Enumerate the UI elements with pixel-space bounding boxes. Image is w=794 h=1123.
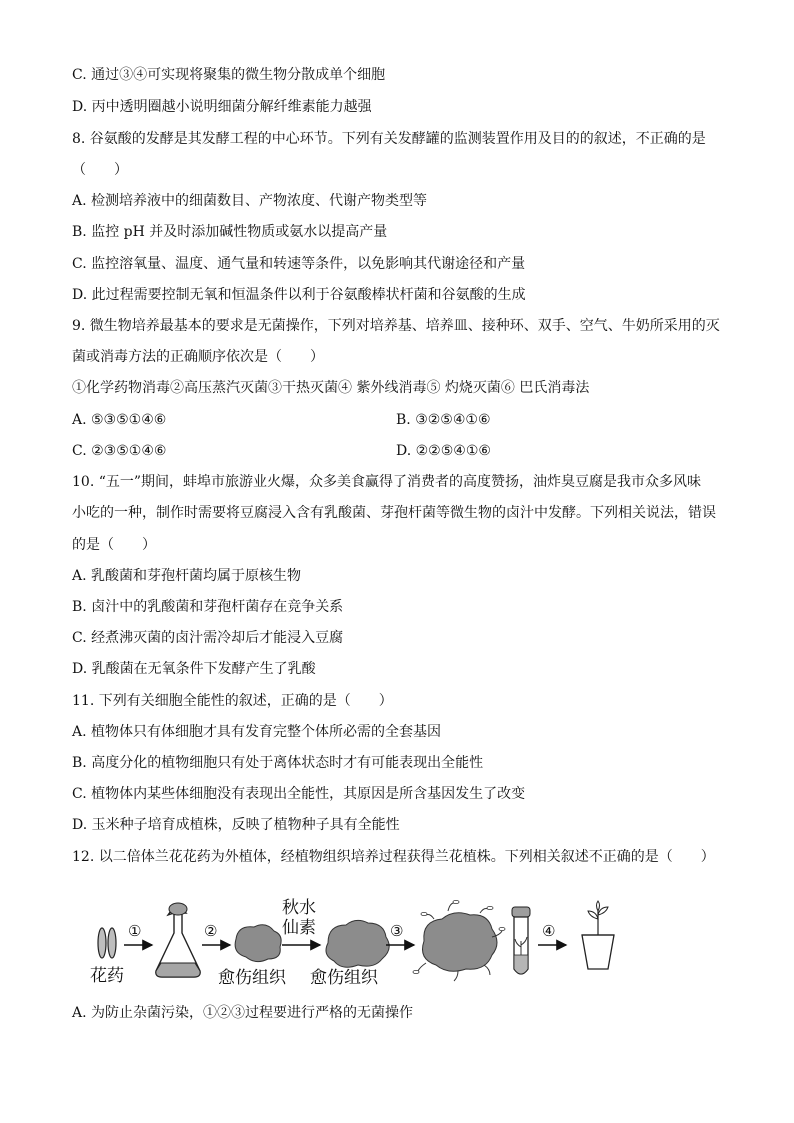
label-callus-2: 愈伤组织 xyxy=(310,968,378,988)
q10-stem-line2: 小吃的一种，制作时需要将豆腐浸入含有乳酸菌、芽孢杆菌等微生物的卤汁中发酵。下列相关说法，错误 xyxy=(72,505,716,521)
reagent-label-line1: 秋水 xyxy=(282,898,316,918)
potted-plant-icon xyxy=(582,901,614,969)
q11-option-a: A. 植物体只有体细胞才具有发育完整个体所必需的全套基因 xyxy=(72,724,442,740)
q9-option-d: D. ②②⑤④①⑥ xyxy=(396,443,491,459)
callus-1-icon xyxy=(235,925,281,962)
q9-stem-line1: 9. 微生物培养最基本的要求是无菌操作，下列对培养基、培养皿、接种环、双手、空气、牛奶所采用的灭 xyxy=(72,318,720,334)
q10-stem-line3: 的是（ ） xyxy=(72,537,156,553)
q7-option-d: D. 丙中透明圈越小说明细菌分解纤维素能力越强 xyxy=(72,99,372,115)
q9-option-c: C. ②③⑤①④⑥ xyxy=(72,443,167,459)
step3-label: ③ xyxy=(390,922,404,940)
reagent-label-line2: 仙素 xyxy=(282,918,316,938)
label-callus-1: 愈伤组织 xyxy=(218,968,286,988)
anther-icon xyxy=(98,928,116,958)
q9-option-b: B. ③②⑤④①⑥ xyxy=(396,412,491,428)
callus-2-icon xyxy=(326,920,389,967)
step4-label: ④ xyxy=(542,922,556,940)
test-tube-icon xyxy=(512,907,530,974)
q8-option-d: D. 此过程需要控制无氧和恒温条件以利于谷氨酸棒状杆菌和谷氨酸的生成 xyxy=(72,287,526,303)
q11-stem: 11. 下列有关细胞全能性的叙述，正确的是（ ） xyxy=(72,693,393,709)
q8-option-b: B. 监控 pH 并及时添加碱性物质或氨水以提高产量 xyxy=(72,224,388,240)
tissue-culture-diagram xyxy=(88,893,628,993)
flask-icon xyxy=(156,903,200,977)
q10-option-b: B. 卤汁中的乳酸菌和芽孢杆菌存在竞争关系 xyxy=(72,599,344,615)
q11-option-b: B. 高度分化的植物细胞只有处于离体状态时才有可能表现出全能性 xyxy=(72,755,484,771)
q12-option-a: A. 为防止杂菌污染，①②③过程要进行严格的无菌操作 xyxy=(72,1005,414,1021)
q9-option-a: A. ⑤③⑤①④⑥ xyxy=(72,412,167,428)
q11-option-d: D. 玉米种子培育成植株，反映了植物种子具有全能性 xyxy=(72,817,400,833)
q7-option-c: C. 通过③④可实现将聚集的微生物分散成单个细胞 xyxy=(72,67,386,83)
step1-label: ① xyxy=(128,922,142,940)
q8-option-a: A. 检测培养液中的细菌数目、产物浓度、代谢产物类型等 xyxy=(72,193,428,209)
step2-label: ② xyxy=(204,922,218,940)
q8-stem-line2: （ ） xyxy=(72,162,128,178)
regenerating-callus-icon xyxy=(413,900,505,981)
q10-option-c: C. 经煮沸灭菌的卤汁需冷却后才能浸入豆腐 xyxy=(72,630,344,646)
label-anther: 花药 xyxy=(90,966,124,986)
q12-stem: 12. 以二倍体兰花花药为外植体，经植物组织培养过程获得兰花植株。下列相关叙述不正确的是（ ） xyxy=(72,849,715,865)
q10-option-a: A. 乳酸菌和芽孢杆菌均属于原核生物 xyxy=(72,568,302,584)
q8-stem-line1: 8. 谷氨酸的发酵是其发酵工程的中心环节。下列有关发酵罐的监测装置作用及目的的叙述，不正确的是 xyxy=(72,131,706,147)
q8-option-c: C. 监控溶氧量、温度、通气量和转速等条件，以免影响其代谢途径和产量 xyxy=(72,256,526,272)
q11-option-c: C. 植物体内某些体细胞没有表现出全能性，其原因是所含基因发生了改变 xyxy=(72,786,526,802)
q9-stem-line2: 菌或消毒方法的正确顺序依次是（ ） xyxy=(72,349,324,365)
q10-option-d: D. 乳酸菌在无氧条件下发酵产生了乳酸 xyxy=(72,661,316,677)
q10-stem-line1: 10. “五一”期间，蚌埠市旅游业火爆，众多美食赢得了消费者的高度赞扬，油炸臭豆腐是我市众多风味 xyxy=(72,474,702,490)
q9-methods: ①化学药物消毒②高压蒸汽灭菌③干热灭菌④ 紫外线消毒⑤ 灼烧灭菌⑥ 巴氏消毒法 xyxy=(72,380,590,396)
